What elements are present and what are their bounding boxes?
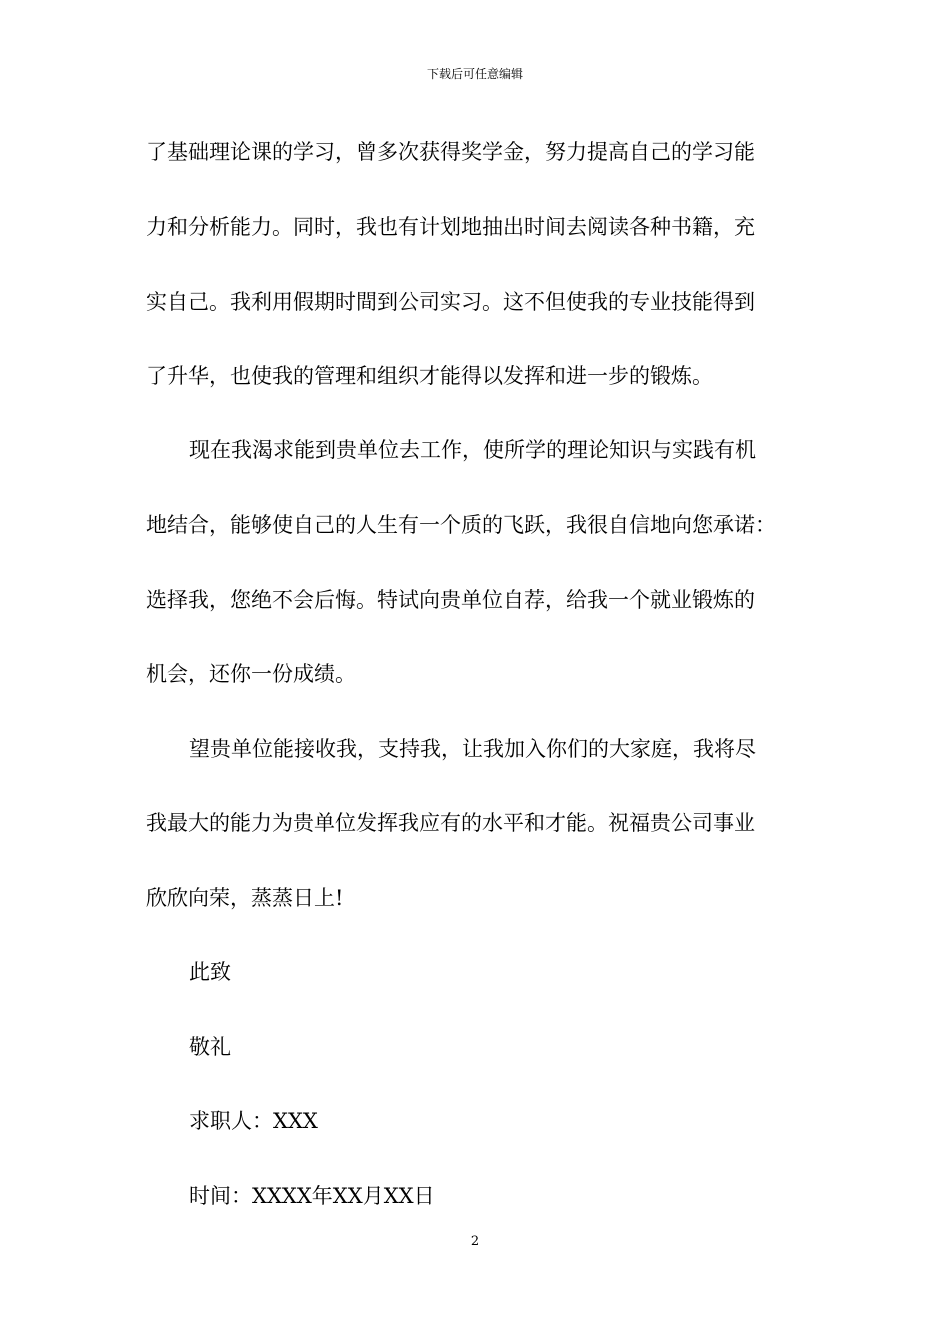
paragraph-line: 机会，还你一份成绩。 xyxy=(146,662,356,686)
letter-date: 时间：XXXX年XX月XX日 xyxy=(189,1184,435,1208)
closing-greeting: 此致 xyxy=(189,960,231,984)
paragraph-line: 实自己。我利用假期时間到公司实习。这不但使我的专业技能得到 xyxy=(146,290,755,314)
paragraph-line: 了升华，也使我的管理和组织才能得以发挥和进一步的锻炼。 xyxy=(146,364,713,388)
closing-salute: 敬礼 xyxy=(189,1035,231,1059)
paragraph-line: 现在我渴求能到贵单位去工作，使所学的理论知识与实践有机 xyxy=(189,438,756,462)
paragraph-line: 力和分析能力。同时，我也有计划地抽出时间去阅读各种书籍，充 xyxy=(146,215,755,239)
paragraph-line: 欣欣向荣，蒸蒸日上! xyxy=(146,886,344,910)
applicant-signature: 求职人：XXX xyxy=(189,1109,318,1133)
paragraph-line: 地结合，能够使自己的人生有一个质的飞跃，我很自信地向您承诺： xyxy=(146,513,776,537)
page-number: 2 xyxy=(470,1234,480,1249)
paragraph-line: 望贵单位能接收我，支持我，让我加入你们的大家庭，我将尽 xyxy=(189,737,756,761)
paragraph-line: 我最大的能力为贵单位发挥我应有的水平和才能。祝福贵公司事业 xyxy=(146,811,755,835)
paragraph-line: 了基础理论课的学习，曾多次获得奖学金，努力提高自己的学习能 xyxy=(146,140,755,164)
paragraph-line: 选择我，您绝不会后悔。特试向贵单位自荐，给我一个就业锻炼的 xyxy=(146,588,755,612)
page-header: 下载后可任意编辑 xyxy=(426,67,523,81)
